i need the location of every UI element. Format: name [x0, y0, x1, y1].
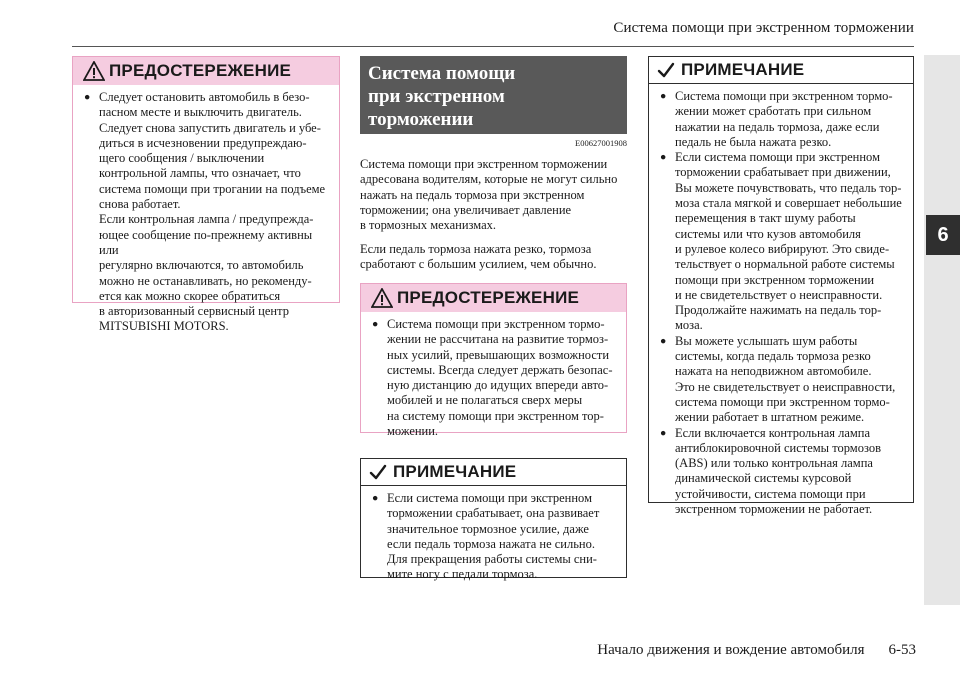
warning-triangle-icon [83, 61, 105, 81]
section-paragraph-1: Система помощи при экстренном торможении адресована водителям, которые не могут сильно нажать на педаль тормоза при экстренном торможении; она увеличивает давление в тормозных механизмах. [360, 157, 618, 233]
warning-triangle-icon [371, 288, 393, 308]
page-footer [597, 642, 916, 659]
page-header-title: Система помощи при экстренном торможении [613, 20, 914, 36]
note-bullet: ● Если система помощи при экстренном торможении срабатывает при движении, Вы можете почувствовать, что педаль тор- моза стала мягкой и совершает небольшие перемещения в такт шуму работы системы или что кузов автомобиля и рулевое колесо вибрируют. Это свиде- тельствует о нормальной работе системы помощи при экстренном торможении и не свидетельствует о неисправности. Продолжайте нажимать на педаль тор- моза. [659, 150, 905, 334]
page-number: 6-53 [888, 642, 916, 658]
warning-header [73, 57, 339, 85]
note-bullet: ● Если включается контрольная лампа антиблокировочной системы тормозов (ABS) или только контрольная лампа динамической системы курсовой устойчивости, система помощи при экстренном торможении не работает. [659, 426, 905, 518]
warning-header [361, 284, 626, 312]
warning-bullet: ● Система помощи при экстренном тормо- жении не рассчитана на развитие тормоз- ных усилий, превышающих возможности системы. Всегда следует держать безопас- ную дистанцию до идущих впереди авто- мобилей и не полагаться сверх меры на систему помощи при экстренном тор- можении. [371, 317, 618, 439]
warning-title: ПРЕДОСТЕРЕЖЕНИЕ [397, 288, 580, 307]
note-title: ПРИМЕЧАНИЕ [681, 60, 805, 79]
warning-box-middle [360, 283, 627, 439]
note-bullet: ● Если система помощи при экстренном торможении срабатывает, она развивает значительное тормозное усилие, даже если педаль тормоза нажата не сильно. Для прекращения работы системы сни- мите ногу с педали тормоза. [371, 491, 618, 583]
note-header [361, 459, 626, 486]
note-check-icon [369, 463, 387, 481]
chapter-side-tab [924, 55, 960, 605]
footer-chapter: Начало движения и вождение автомобиля [597, 642, 865, 658]
note-box-right [648, 56, 914, 517]
chapter-number-tab[interactable]: 6 [926, 215, 960, 255]
note-bullet: ● Вы можете услышать шум работы системы, когда педаль тормоза резко нажата на неподвижном автомобиле. Это не свидетельствует о неисправности, система помощи при экстренном тормо- жении работает в штатном режиме. [659, 334, 905, 426]
warning-box-left [72, 56, 340, 334]
note-box-middle [360, 458, 627, 582]
header-divider [72, 46, 914, 47]
warning-title: ПРЕДОСТЕРЕЖЕНИЕ [109, 61, 292, 80]
note-header [649, 57, 913, 84]
warning-bullet: ● Следует остановить автомобиль в безо- пасном месте и выключить двигатель. Следует снова запустить двигатель и убе- диться в исчезновении предупреждаю- щего сообщения / выключении контрольной лампы, что означает, что система помощи при трогании на подъеме снова работает. Если контрольная лампа / предупрежда- ющее сообщение по-прежнему активны или регулярно включаются, то автомобиль можно не останавливать, но рекоменду- ется как можно скорее обратиться в авторизованный сервисный центр MITSUBISHI MOTORS. [83, 90, 331, 335]
note-check-icon [657, 61, 675, 79]
note-bullet: ● Система помощи при экстренном тормо- жении может сработать при сильном нажатии на педаль тормоза, даже если педаль не была нажата резко. [659, 89, 905, 150]
section-title: Система помощи при экстренном торможении [360, 56, 627, 134]
section-paragraph-2: Если педаль тормоза нажата резко, тормоза сработают с большим усилием, чем обычно. [360, 242, 597, 272]
note-title: ПРИМЕЧАНИЕ [393, 462, 517, 481]
section-code: E00627001908 [575, 138, 627, 148]
